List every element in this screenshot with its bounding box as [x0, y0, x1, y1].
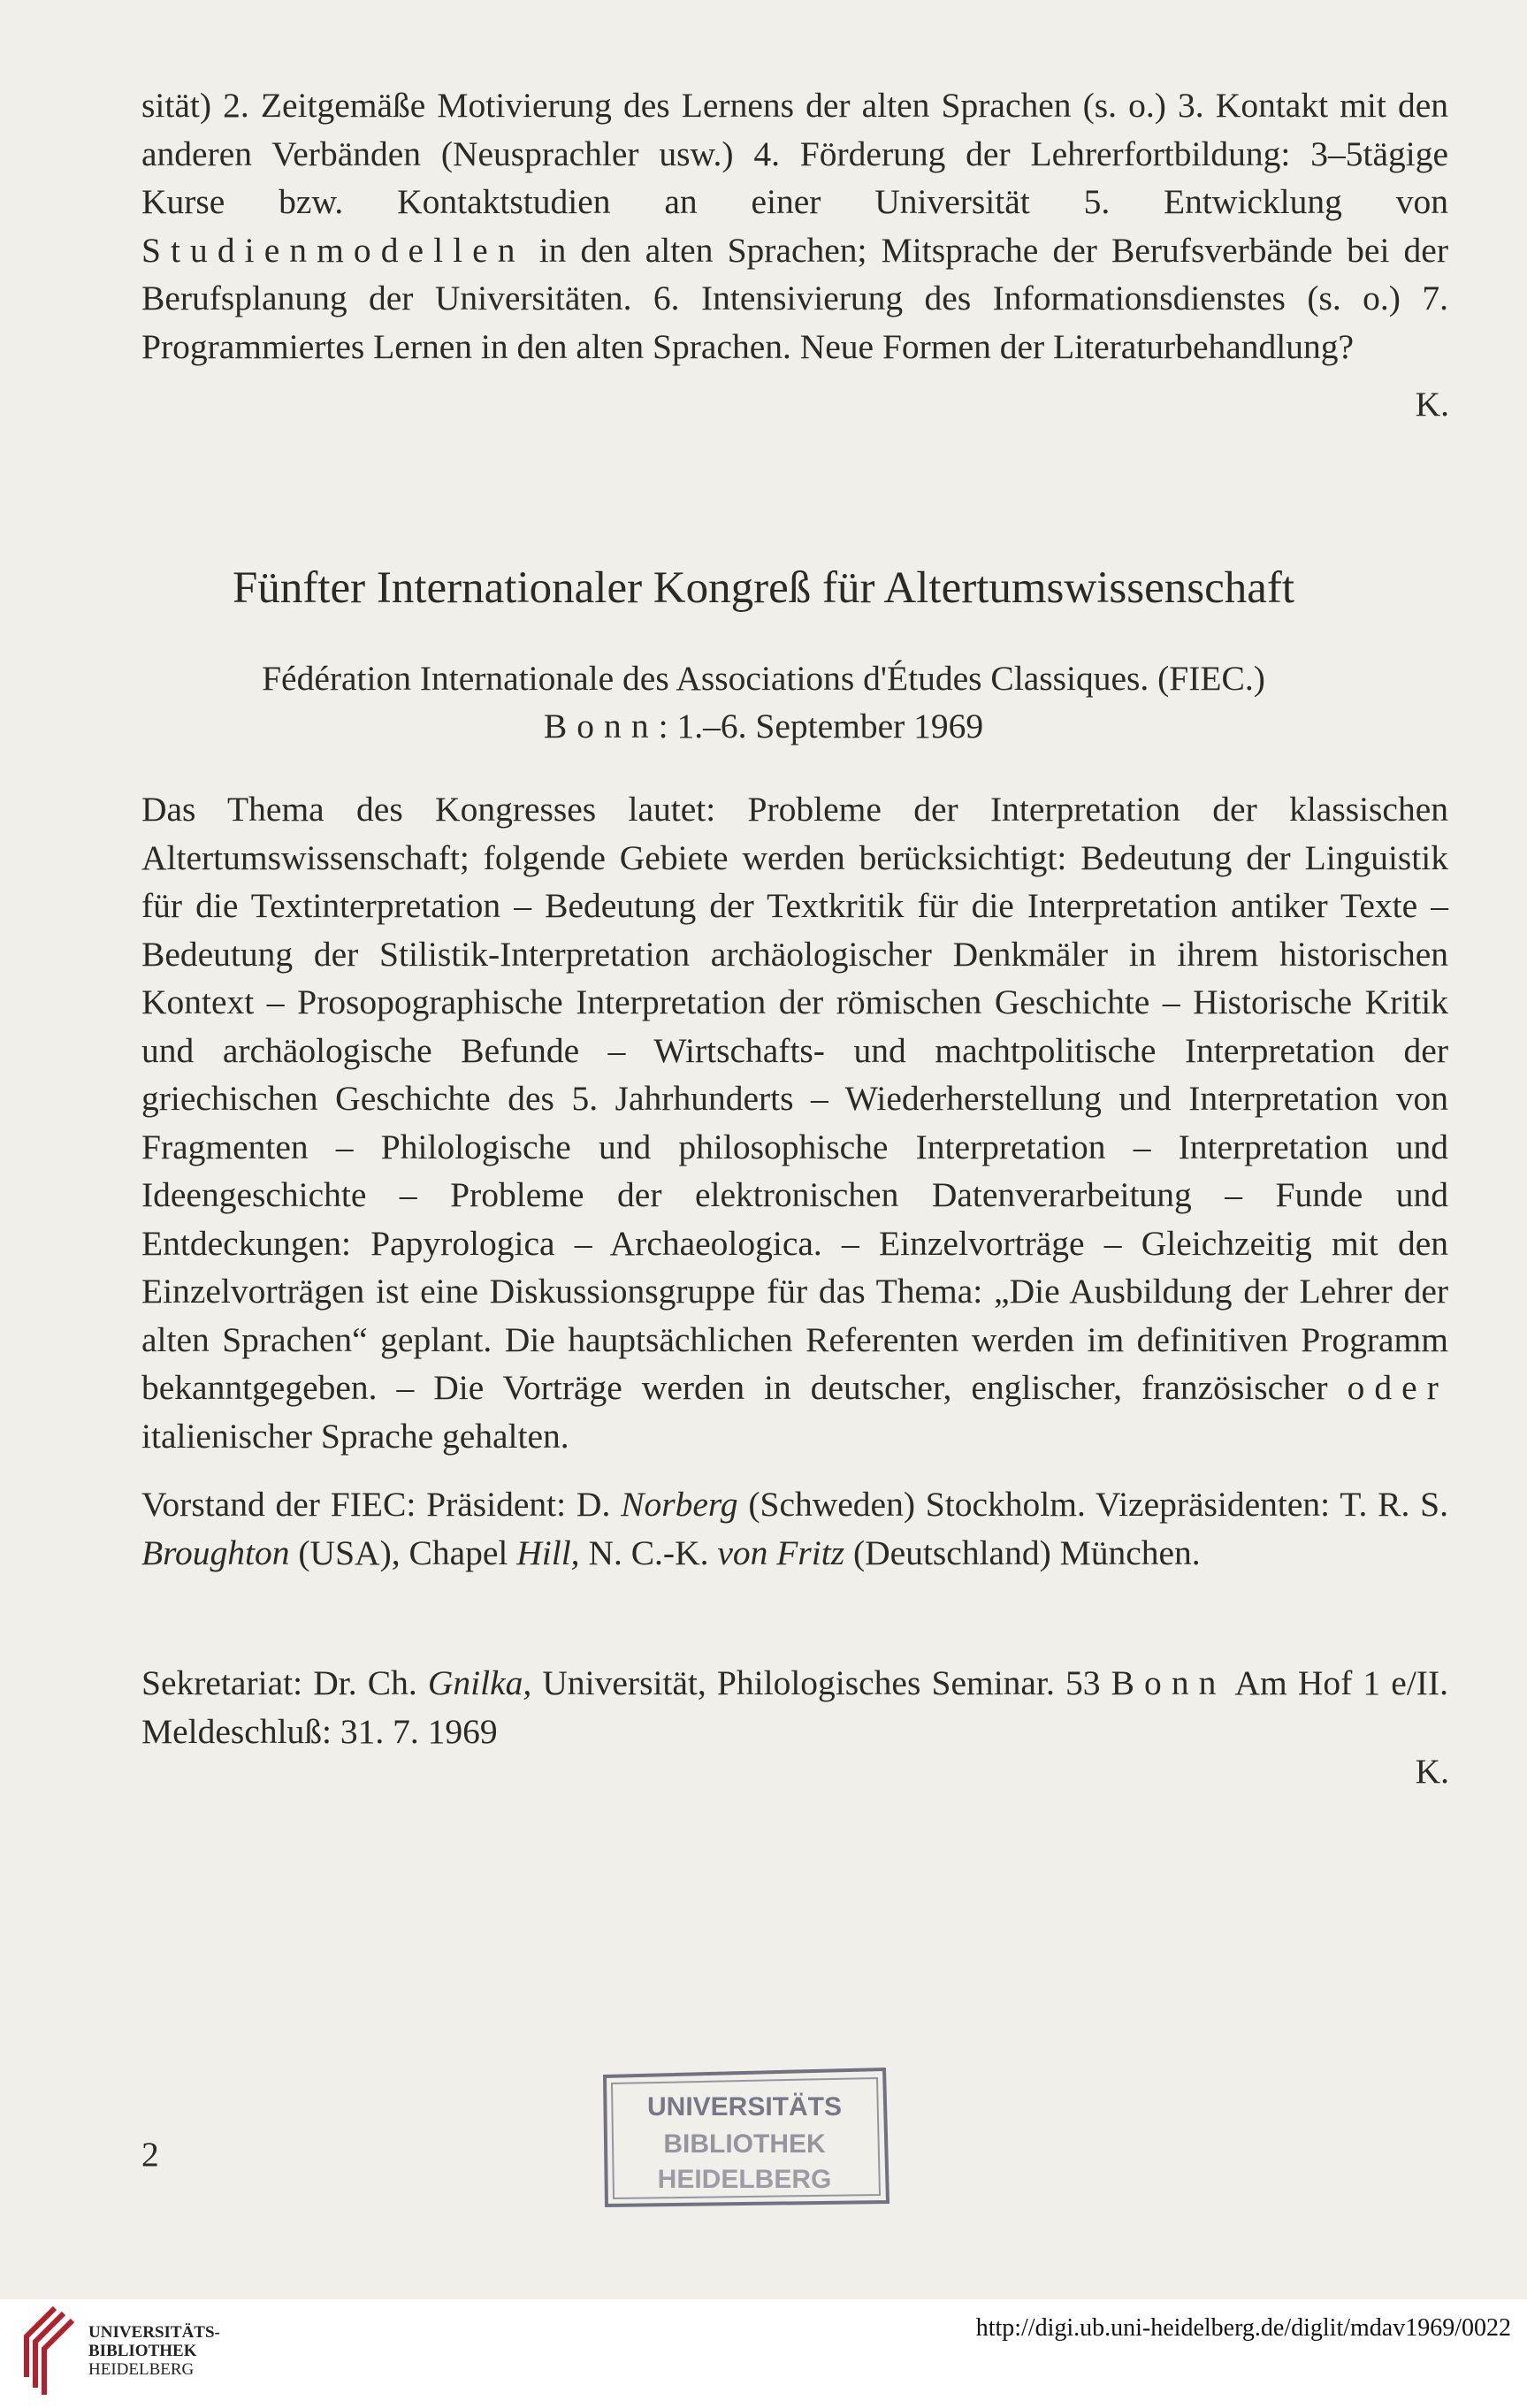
place: Bonn: [543, 707, 659, 745]
intro-spaced-text: Studienmodellen: [141, 230, 525, 270]
source-url-link[interactable]: http://digi.ub.uni-heidelberg.de/diglit/mdav1969/0022: [975, 2314, 1511, 2342]
secretariat-paragraph: [141, 1659, 1448, 1755]
signature-1: K.: [1415, 385, 1449, 424]
board-name-1: Norberg: [621, 1485, 738, 1524]
board-text-1: Vorstand der FIEC: Präsident: D.: [141, 1485, 622, 1524]
board-name-3: Hill,: [516, 1533, 580, 1572]
board-paragraph: [141, 1480, 1448, 1577]
board-text-4: N. C.-K.: [579, 1533, 718, 1572]
theme-text-1: Das Thema des Kongresses lautet: Probleme der Interpretation der klassischen Altertumswissenschaft; folgende Gebiete werden berücksichtigt: Bedeutung der Linguistik für die Textinterpretation – Bedeutung der Textkritik für die Interpretation antiker Texte – Bedeutung der Stilistik-Interpretation archäologischer Denkmäler in ihrem historischen Kontext – Prosopographische Interpretation der römischen Geschichte – Historische Kritik und archäologische Befunde – Wirtschafts- und machtpolitische Interpretation der griechischen Geschichte des 5. Jahrhunderts – Wiederherstellung und Interpretation von Fragmenten – Philologische und philosophische Interpretation – Interpretation und Ideengeschichte – Probleme der elektronischen Datenverarbeitung – Funde und Entdeckungen: Papyrologica – Archaeologica. – Einzelvorträge – Gleichzeitig mit den Einzelvorträgen ist eine Diskussionsgruppe für das Thema: „Die Ausbildung der Lehrer der alten Sprachen“ geplant. Die hauptsächlichen Referenten werden im definitiven Programm bekanntgegeben. – Die Vorträge werden in deutscher, englischer, französischer: [141, 790, 1448, 1407]
secretariat-spaced-text: Bonn: [1111, 1663, 1226, 1702]
date: : 1.–6. September 1969: [658, 707, 984, 745]
federation-line: Fédération Internationale des Associations d'Études Classiques. (FIEC.): [262, 659, 1265, 698]
logo-line-2: BIBLIOTHEK: [88, 2342, 197, 2360]
secretariat-text-3: Am Hof 1 e/II. Meldeschluß: 31. 7. 1969: [141, 1663, 1448, 1751]
place-date-line: [0, 702, 1527, 750]
secretariat-text-1: Sekretariat: Dr. Ch.: [141, 1663, 428, 1702]
secretariat-text-2: Universität, Philologisches Seminar. 53: [531, 1663, 1111, 1702]
intro-text-2: in den alten Sprachen; Mitsprache der Berufsverbände bei der Berufsplanung der Universitäten. 6. Intensivierung des Informationsdienstes (s. o.) 7. Programmiertes Lernen in den alten Sprachen. Neue Formen der Literaturbehandlung?: [141, 230, 1448, 366]
board-name-4: von Fritz: [717, 1533, 845, 1572]
theme-text-2: italienischer Sprache gehalten.: [141, 1416, 569, 1456]
secretariat-name: Gnilka,: [427, 1663, 532, 1702]
library-stamp: [592, 2060, 897, 2213]
stamp-line-1: UNIVERSITÄTS: [646, 2092, 843, 2121]
library-logo-icon: [18, 2306, 80, 2400]
board-text-2: (Schweden) Stockholm. Vizepräsidenten: T. R. S.: [737, 1485, 1448, 1524]
library-logo-text: [88, 2323, 220, 2379]
theme-paragraph: [141, 785, 1448, 1460]
page-number: 2: [141, 2135, 159, 2174]
board-name-2: Broughton: [141, 1533, 290, 1572]
board-text-5: (Deutschland) München.: [844, 1533, 1201, 1572]
stamp-line-2: BIBLIOTHEK: [663, 2129, 826, 2159]
logo-line-3: HEIDELBERG: [88, 2360, 195, 2379]
board-text-3: (USA), Chapel: [289, 1533, 517, 1572]
stamp-line-3: HEIDELBERG: [657, 2165, 832, 2194]
logo-line-1: UNIVERSITÄTS-: [88, 2323, 220, 2342]
theme-spaced-text: oder: [1347, 1368, 1448, 1407]
intro-text-1: sität) 2. Zeitgemäße Motivierung des Lernens der alten Sprachen (s. o.) 3. Kontakt mit den anderen Verbänden (Neusprachler usw.) 4. Förderung der Lehrerfortbildung: 3–5tägige Kurse bzw. Kontaktstudien an einer Universität 5. Entwicklung von: [141, 86, 1448, 221]
section-heading: Fünfter Internationaler Kongreß für Altertumswissenschaft: [233, 563, 1294, 613]
signature-2: K.: [1415, 1752, 1449, 1791]
intro-paragraph: [141, 81, 1448, 371]
